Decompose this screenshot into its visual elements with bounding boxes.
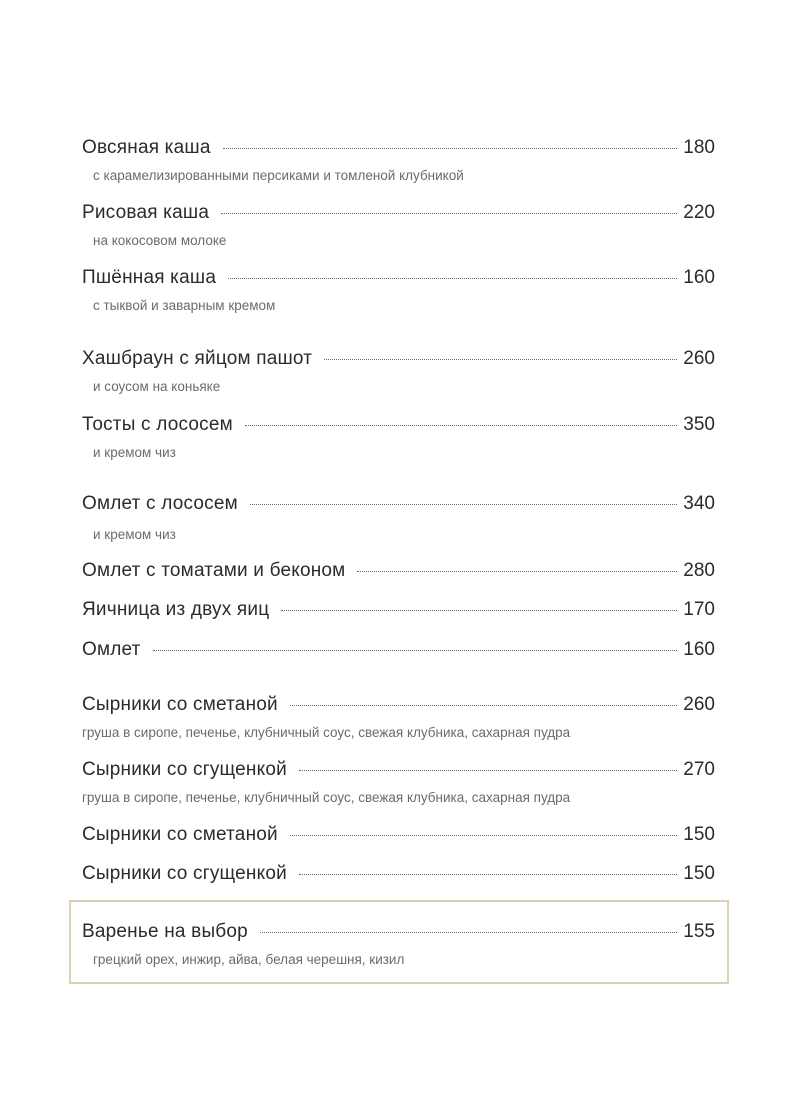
item-description: с карамелизированными персиками и томленой клубникой (93, 168, 464, 183)
menu-item (82, 560, 715, 586)
item-name: Омлет с томатами и беконом (82, 560, 346, 581)
menu-item (82, 863, 715, 889)
dot-leader (324, 359, 677, 360)
item-description: на кокосовом молоке (93, 233, 227, 248)
item-description: грецкий орех, инжир, айва, белая черешня, кизил (93, 952, 405, 967)
menu-item (82, 639, 715, 665)
dot-leader (299, 770, 677, 771)
menu-item (82, 267, 715, 313)
dot-leader (223, 148, 678, 149)
item-price: 260 (683, 694, 715, 715)
item-price: 350 (683, 414, 715, 435)
item-name: Сырники со сгущенкой (82, 759, 287, 780)
dot-leader (245, 425, 677, 426)
dot-leader (281, 610, 677, 611)
item-price: 340 (683, 493, 715, 514)
menu-item (82, 599, 715, 625)
item-description: и кремом чиз (93, 445, 176, 460)
menu-item (82, 921, 715, 967)
item-name: Хашбраун с яйцом пашот (82, 348, 313, 369)
item-description: с тыквой и заварным кремом (93, 298, 276, 313)
menu-item (82, 202, 715, 248)
item-price: 270 (683, 759, 715, 780)
item-description: груша в сиропе, печенье, клубничный соус, свежая клубника, сахарная пудра (82, 725, 571, 740)
dot-leader (260, 932, 677, 933)
dot-leader (299, 874, 677, 875)
item-description: и кремом чиз (93, 527, 176, 542)
item-name: Тосты с лососем (82, 414, 233, 435)
dot-leader (290, 835, 677, 836)
item-description: груша в сиропе, печенье, клубничный соус, свежая клубника, сахарная пудра (82, 790, 571, 805)
menu-item (82, 493, 715, 542)
dot-leader (153, 650, 678, 651)
item-price: 160 (683, 639, 715, 660)
menu-item (82, 694, 715, 740)
item-name: Омлет с лососем (82, 493, 238, 514)
item-name: Рисовая каша (82, 202, 210, 223)
item-price: 170 (683, 599, 715, 620)
item-price: 180 (683, 137, 715, 158)
item-name: Овсяная каша (82, 137, 211, 158)
menu-item (82, 824, 715, 850)
item-price: 155 (683, 921, 715, 942)
item-price: 280 (683, 560, 715, 581)
item-price: 160 (683, 267, 715, 288)
dot-leader (221, 213, 677, 214)
item-price: 150 (683, 863, 715, 884)
item-name: Яичница из двух яиц (82, 599, 270, 620)
item-price: 260 (683, 348, 715, 369)
item-price: 220 (683, 202, 715, 223)
menu-item (82, 759, 715, 805)
item-description: и соусом на коньяке (93, 379, 221, 394)
item-name: Сырники со сметаной (82, 824, 278, 845)
dot-leader (357, 571, 677, 572)
dot-leader (250, 504, 677, 505)
dot-leader (228, 278, 677, 279)
item-name: Омлет (82, 639, 141, 660)
menu-item (82, 137, 715, 183)
menu-item (82, 414, 715, 460)
menu-item (82, 348, 715, 394)
item-name: Сырники со сгущенкой (82, 863, 287, 884)
item-name: Пшённая каша (82, 267, 217, 288)
item-name: Сырники со сметаной (82, 694, 278, 715)
item-price: 150 (683, 824, 715, 845)
dot-leader (290, 705, 677, 706)
item-name: Варенье на выбор (82, 921, 248, 942)
